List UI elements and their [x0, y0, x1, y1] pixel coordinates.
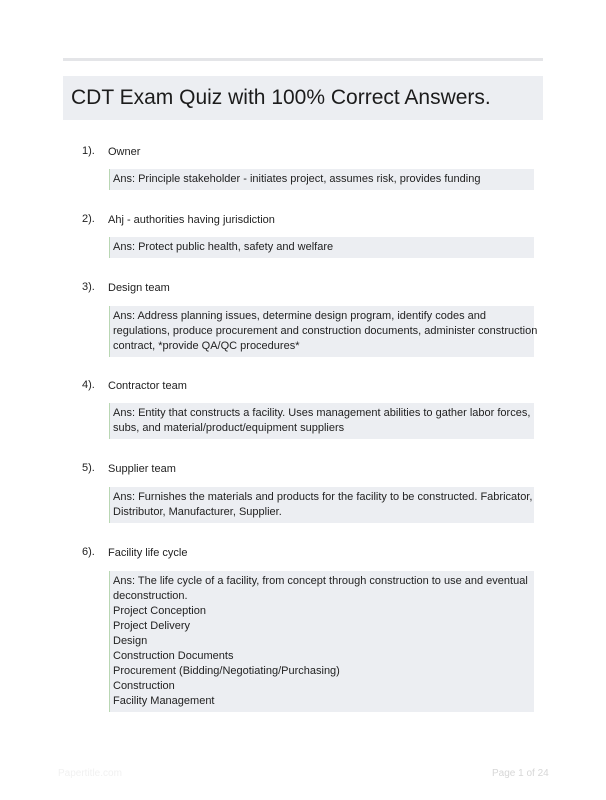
question-number: 5). — [82, 462, 95, 474]
title-bar — [63, 76, 543, 120]
answer-line: Design — [113, 635, 148, 647]
answer-line: Facility Management — [113, 695, 215, 707]
answer-line: Ans: Principle stakeholder - initiates project, assumes risk, provides funding — [113, 173, 481, 185]
answer-line: Procurement (Bidding/Negotiating/Purchasing) — [113, 665, 340, 677]
answer-box — [109, 403, 534, 439]
question-text: Ahj - authorities having jurisdiction — [108, 214, 275, 226]
answer-line: Construction — [113, 680, 175, 692]
answer-line: Project Delivery — [113, 620, 191, 632]
question-number: 2). — [82, 213, 95, 225]
question-number: 1). — [82, 145, 95, 157]
question-number: 3). — [82, 281, 95, 293]
question-text: Contractor team — [108, 380, 187, 392]
document-title: CDT Exam Quiz with 100% Correct Answers. — [71, 86, 491, 109]
top-divider — [63, 58, 543, 61]
question-text: Design team — [108, 282, 170, 294]
answer-line: Ans: Furnishes the materials and products for the facility to be constructed. Fabricator, — [113, 491, 533, 503]
footer-watermark: Papertitle.com — [58, 768, 122, 779]
answer-line: Ans: The life cycle of a facility, from concept through construction to use and eventual — [113, 575, 528, 587]
answer-line: deconstruction. — [113, 590, 188, 602]
question-number: 4). — [82, 379, 95, 391]
answer-line: subs, and material/product/equipment suppliers — [113, 422, 345, 434]
answer-box — [109, 169, 534, 190]
answer-box — [109, 237, 534, 258]
question-text: Supplier team — [108, 463, 176, 475]
answer-line: Project Conception — [113, 605, 206, 617]
answer-box — [109, 487, 534, 523]
answer-box — [109, 306, 538, 357]
answer-line: Distributor, Manufacturer, Supplier. — [113, 506, 282, 518]
answer-line: Ans: Entity that constructs a facility. Uses management abilities to gather labor forces, — [113, 407, 531, 419]
answer-line: regulations, produce procurement and construction documents, administer construction — [113, 325, 538, 337]
answer-line: Ans: Address planning issues, determine design program, identify codes and — [113, 310, 486, 322]
answer-line: Ans: Protect public health, safety and welfare — [113, 241, 334, 253]
answer-line: Construction Documents — [113, 650, 234, 662]
answer-box — [109, 571, 534, 712]
question-text: Owner — [108, 146, 141, 158]
answer-line: contract, *provide QA/QC procedures* — [113, 340, 300, 352]
question-text: Facility life cycle — [108, 547, 188, 559]
question-number: 6). — [82, 546, 95, 558]
page-number: Page 1 of 24 — [492, 768, 549, 779]
